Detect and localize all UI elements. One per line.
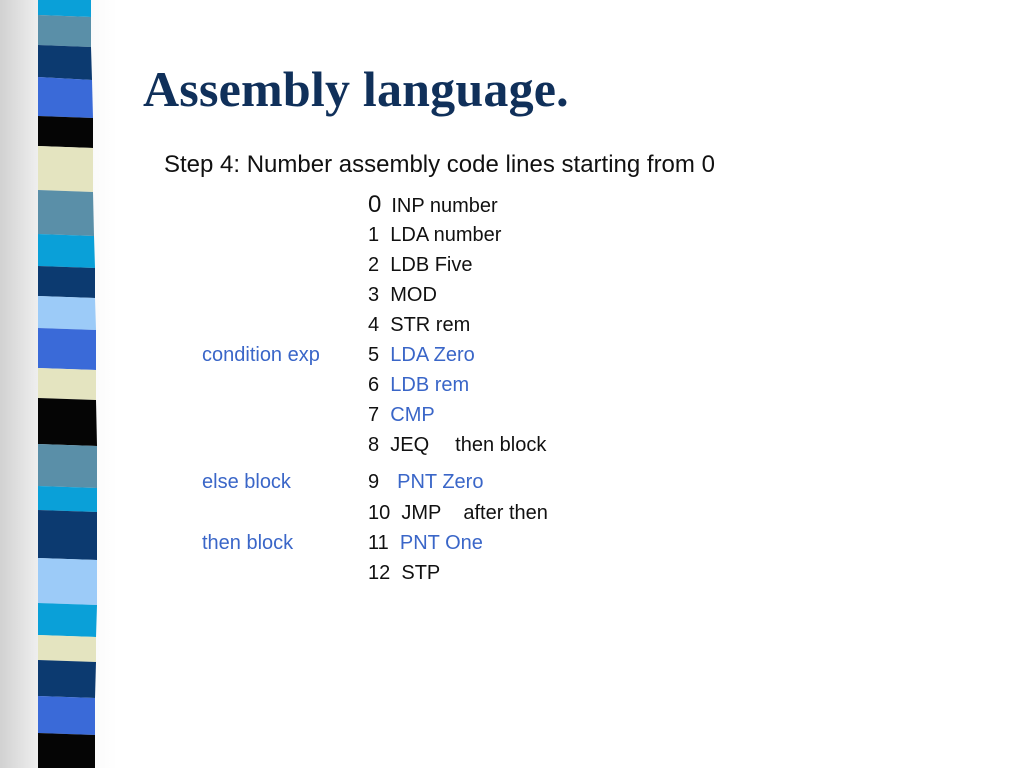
code-line-instr: PNT One — [399, 532, 483, 554]
label-else-block: else block — [202, 471, 291, 493]
slide-title-text: Assembly language — [143, 61, 557, 117]
code-line-5 — [368, 344, 475, 367]
slide-subtitle: Step 4: Number assembly code lines starting from 0 — [164, 151, 715, 178]
label-condition-exp: condition exp — [202, 344, 320, 366]
code-line-instr: CMP — [390, 404, 435, 426]
code-line-12 — [368, 562, 440, 585]
code-line-number: 8 — [368, 434, 380, 456]
code-line-number: 0 — [368, 191, 382, 218]
code-line-target: after then — [463, 502, 548, 524]
code-line-3 — [368, 284, 437, 307]
code-line-7 — [368, 404, 435, 427]
decorative-stripe-band — [0, 0, 118, 768]
code-line-instr: MOD — [390, 284, 437, 306]
code-line-number: 10 — [368, 502, 391, 524]
code-line-instr: JMP — [401, 502, 442, 524]
slide-title — [143, 60, 569, 118]
code-line-instr: STP — [401, 562, 441, 584]
code-line-instr: INP number — [391, 195, 498, 217]
label-then-block: then block — [202, 532, 294, 554]
code-line-1 — [368, 224, 501, 247]
code-line-9 — [368, 471, 483, 494]
stripe-band-graphic — [0, 0, 118, 768]
code-line-8 — [368, 434, 546, 457]
code-line-instr: PNT Zero — [397, 471, 484, 493]
code-line-number: 1 — [368, 224, 380, 246]
code-line-0 — [368, 191, 498, 219]
code-line-number: 5 — [368, 344, 380, 366]
code-line-instr: JEQ — [390, 434, 430, 456]
code-line-2 — [368, 254, 473, 277]
code-line-6 — [368, 374, 469, 397]
code-line-4 — [368, 314, 470, 337]
code-line-instr: LDA number — [390, 224, 502, 246]
code-line-number: 3 — [368, 284, 380, 306]
code-line-instr: STR rem — [390, 314, 471, 336]
code-line-number: 4 — [368, 314, 380, 336]
code-line-10 — [368, 502, 548, 525]
code-line-number: 12 — [368, 562, 391, 584]
code-line-target: then block — [455, 434, 547, 456]
code-line-number: 11 — [368, 532, 389, 554]
code-line-number: 9 — [368, 471, 380, 493]
code-line-number: 6 — [368, 374, 380, 396]
code-line-instr: LDB Five — [390, 254, 473, 276]
code-line-instr: LDB rem — [390, 374, 470, 396]
slide-title-suffix: . — [556, 61, 569, 117]
code-line-11 — [368, 532, 483, 555]
code-line-instr: LDA Zero — [390, 344, 475, 366]
code-line-number: 7 — [368, 404, 380, 426]
code-line-number: 2 — [368, 254, 380, 276]
